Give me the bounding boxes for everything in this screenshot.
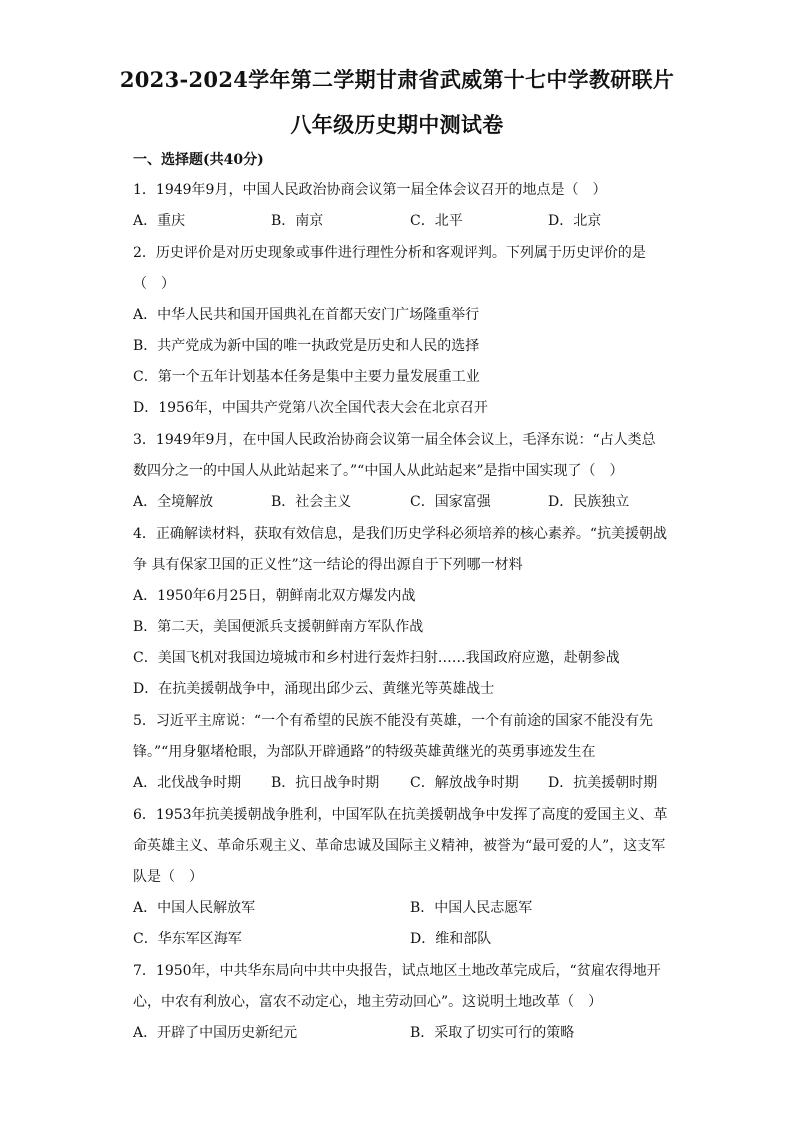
question-6-stem-cont-2: 队是（ ） (133, 869, 203, 885)
question-6-stem: 6．1953年抗美援朝战争胜利，中国军队在抗美援朝战争中发挥了高度的爱国主义、革 (133, 807, 668, 823)
question-1-option-b: B．南京 (271, 213, 324, 229)
question-5-option-a: A．北伐战争时期 (133, 775, 242, 791)
exam-title-line1: 2023-2024学年第二学期甘肃省武威第十七中学教研联片 (119, 67, 675, 92)
question-1-option-c: C．北平 (410, 213, 463, 229)
question-3-stem: 3．1949年9月，在中国人民政治协商会议第一届全体会议上，毛泽东说：“占人类总 (133, 432, 656, 448)
question-1-option-d: D．北京 (548, 213, 602, 229)
question-7-option-b: B．采取了切实可行的策略 (410, 1025, 575, 1041)
question-1-stem: 1．1949年9月，中国人民政治协商会议第一届全体会议召开的地点是（ ） (133, 182, 607, 198)
question-2-stem: 2．历史评价是对历史现象或事件进行理性分析和客观评判。下列属于历史评价的是 (133, 245, 646, 261)
question-2-option-d: D．1956年，中国共产党第八次全国代表大会在北京召开 (133, 400, 488, 416)
section-heading: 一、选择题(共40分) (133, 152, 264, 168)
question-4-option-a: A．1950年6月25日，朝鲜南北双方爆发内战 (133, 588, 416, 604)
question-2-option-b: B．共产党成为新中国的唯一执政党是历史和人民的选择 (133, 338, 480, 354)
question-7-option-a: A．开辟了中国历史新纪元 (133, 1025, 298, 1041)
question-3-stem-cont: 数四分之一的中国人从此站起来了。”“中国人从此站起来”是指中国实现了（ ） (133, 463, 624, 479)
question-1-option-a: A．重庆 (133, 213, 186, 229)
question-5-stem: 5．习近平主席说：“一个有希望的民族不能没有英雄，一个有前途的国家不能没有先 (133, 713, 654, 729)
question-2-option-a: A．中华人民共和国开国典礼在首都天安门广场隆重举行 (133, 307, 480, 323)
question-7-stem-cont: 心，中农有利放心，富农不动定心，地主劳动回心”。这说明土地改革（ ） (133, 994, 603, 1010)
question-2-stem-cont: （ ） (133, 276, 175, 292)
question-6-option-d: D．维和部队 (410, 931, 492, 947)
question-3-option-a: A．全境解放 (133, 494, 214, 510)
question-4-option-b: B．第二天，美国便派兵支援朝鲜南方军队作战 (133, 619, 424, 635)
question-4-option-c: C．美国飞机对我国边境城市和乡村进行轰炸扫射……我国政府应邀，赴朝参战 (133, 650, 620, 666)
question-6-stem-cont: 命英雄主义、革命乐观主义、革命忠诚及国际主义精神，被誉为“最可爱的人”，这支军 (133, 838, 666, 854)
question-5-option-d: D．抗美援朝时期 (548, 775, 658, 791)
question-3-option-b: B．社会主义 (271, 494, 352, 510)
question-3-option-c: C．国家富强 (410, 494, 491, 510)
question-7-stem: 7．1950年，中共华东局向中共中央报告，试点地区土地改革完成后，“贫雇农得地开 (133, 963, 661, 979)
exam-title-line2: 八年级历史期中测试卷 (290, 112, 504, 137)
question-4-stem: 4．正确解读材料，获取有效信息，是我们历史学科必须培养的核心素养。“抗美援朝战 (133, 526, 668, 542)
question-5-option-c: C．解放战争时期 (410, 775, 519, 791)
question-5-stem-cont: 锋。”“用身躯堵枪眼，为部队开辟通路”的特级英雄黄继光的英勇事迹发生在 (133, 744, 596, 760)
question-6-option-b: B．中国人民志愿军 (410, 900, 533, 916)
question-4-stem-cont: 争 具有保家卫国的正义性”这一结论的得出源自于下列哪一材料 (133, 557, 523, 573)
question-5-option-b: B．抗日战争时期 (271, 775, 380, 791)
question-4-option-d: D．在抗美援朝战争中，涌现出邱少云、黄继光等英雄战士 (133, 681, 495, 697)
question-3-option-d: D．民族独立 (548, 494, 630, 510)
question-2-option-c: C．第一个五年计划基本任务是集中主要力量发展重工业 (133, 369, 480, 385)
question-6-option-a: A．中国人民解放军 (133, 900, 256, 916)
question-6-option-c: C．华东军区海军 (133, 931, 242, 947)
